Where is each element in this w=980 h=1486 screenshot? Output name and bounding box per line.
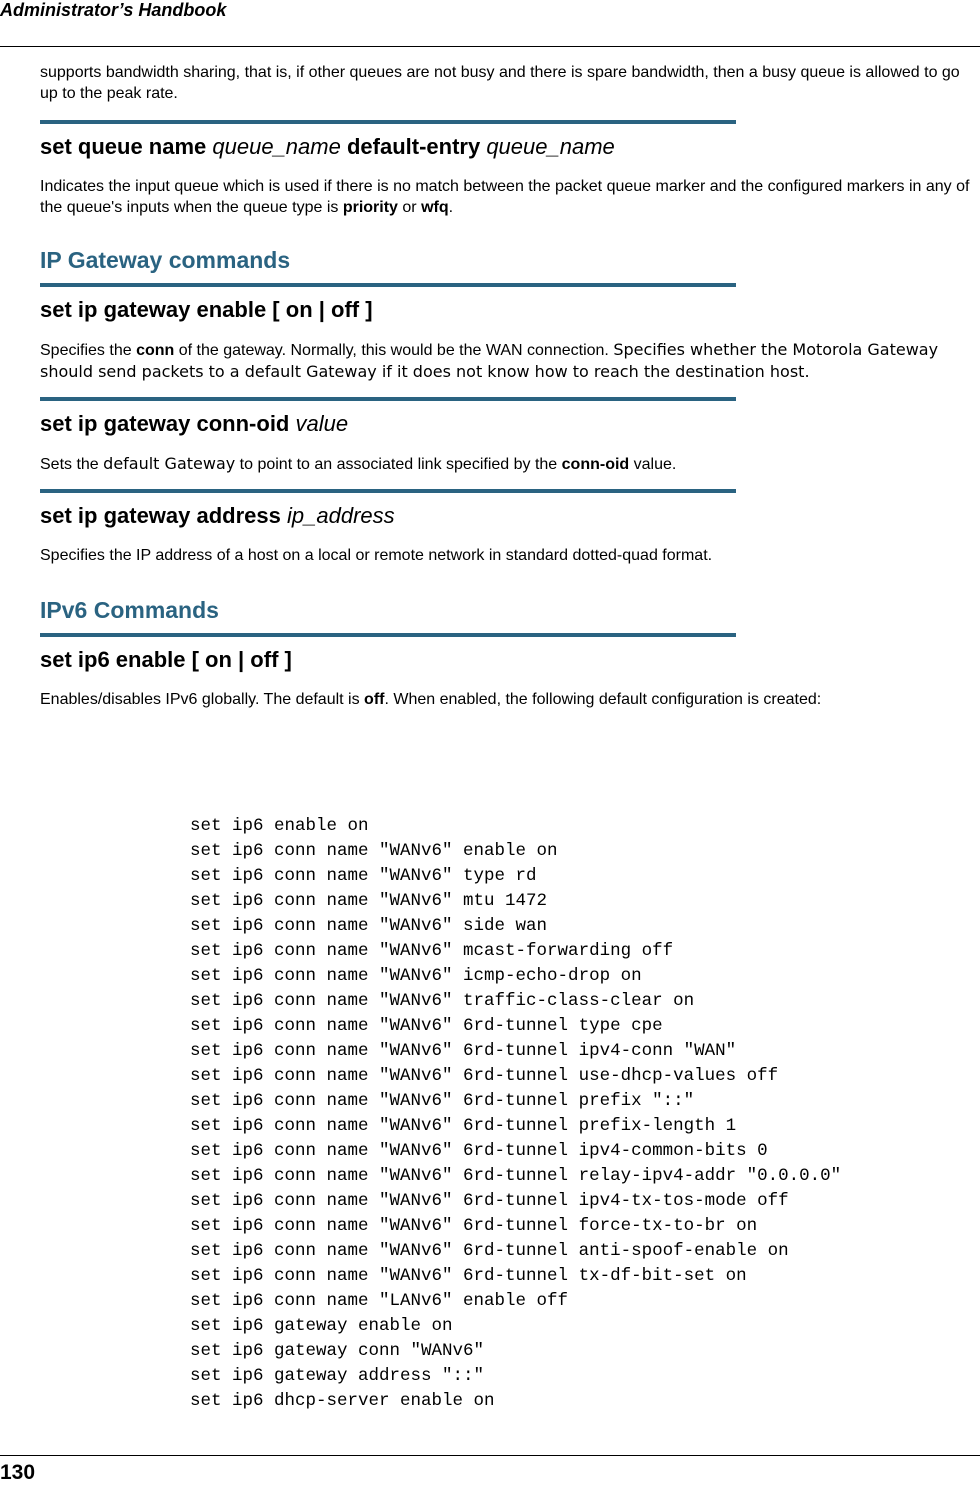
command-heading-gateway-address: set ip gateway address ip_address [40, 503, 395, 528]
code-line: set ip6 conn name "WANv6" 6rd-tunnel use-dhcp-values off [190, 1066, 779, 1086]
section-heading-ipv6: IPv6 Commands [40, 597, 219, 623]
code-line: set ip6 conn name "WANv6" mcast-forwarding off [190, 941, 674, 961]
command-heading-gateway-conn-oid: set ip gateway conn-oid value [40, 411, 349, 436]
code-line: set ip6 conn name "WANv6" 6rd-tunnel ipv4-conn "WAN" [190, 1041, 737, 1061]
queue-default-entry-description: Indicates the input queue which is used if there is no match between the packet queue marker and the configured markers in any of the queue's inputs when the queue type is priority or wfq. [40, 178, 970, 216]
intro-paragraph: supports bandwidth sharing, that is, if other queues are not busy and there is spare bandwidth, then a busy queue is allowed to go up to the peak rate. [40, 64, 960, 102]
code-line: set ip6 conn name "WANv6" mtu 1472 [190, 891, 548, 911]
code-line: set ip6 conn name "WANv6" 6rd-tunnel force-tx-to-br on [190, 1216, 758, 1236]
gateway-enable-description: Specifies the conn of the gateway. Normally, this would be the WAN connection. Specifies whether the Motorola Gateway should send packets to a default Gateway if it does not know how to reach the destination host. [40, 340, 939, 381]
code-line: set ip6 conn name "WANv6" side wan [190, 916, 548, 936]
code-line: set ip6 conn name "WANv6" type rd [190, 866, 537, 886]
code-line: set ip6 conn name "WANv6" 6rd-tunnel ipv4-common-bits 0 [190, 1141, 768, 1161]
code-line: set ip6 conn name "WANv6" 6rd-tunnel prefix-length 1 [190, 1116, 737, 1136]
command-heading-ip6-enable: set ip6 enable [ on | off ] [40, 647, 292, 672]
code-line: set ip6 conn name "WANv6" 6rd-tunnel prefix "::" [190, 1091, 695, 1111]
gateway-address-description: Specifies the IP address of a host on a local or remote network in standard dotted-quad format. [40, 547, 713, 564]
code-line: set ip6 conn name "WANv6" 6rd-tunnel relay-ipv4-addr "0.0.0.0" [190, 1166, 842, 1186]
code-line: set ip6 conn name "LANv6" enable off [190, 1291, 569, 1311]
page-number: 130 [0, 1461, 36, 1484]
running-header: Administrator’s Handbook [0, 0, 227, 20]
code-line: set ip6 conn name "WANv6" 6rd-tunnel anti-spoof-enable on [190, 1241, 789, 1261]
gateway-conn-oid-description: Sets the default Gateway to point to an associated link specified by the conn-oid value. [40, 454, 677, 473]
code-line: set ip6 conn name "WANv6" 6rd-tunnel ipv4-tx-tos-mode off [190, 1191, 789, 1211]
code-line: set ip6 conn name "WANv6" icmp-echo-drop on [190, 966, 642, 986]
code-line: set ip6 gateway address "::" [190, 1366, 485, 1386]
ip6-enable-description: Enables/disables IPv6 globally. The default is off. When enabled, the following default configuration is created: [40, 691, 822, 708]
code-line: set ip6 conn name "WANv6" 6rd-tunnel tx-df-bit-set on [190, 1266, 747, 1286]
default-config-code-block [190, 814, 950, 1414]
code-line: set ip6 gateway conn "WANv6" [190, 1341, 485, 1361]
command-heading-queue-default-entry: set queue name queue_name default-entry queue_name [40, 134, 615, 159]
code-line: set ip6 dhcp-server enable on [190, 1391, 495, 1411]
code-line: set ip6 enable on [190, 816, 369, 836]
page-content [40, 62, 972, 710]
header-divider [0, 46, 980, 47]
code-line: set ip6 conn name "WANv6" traffic-class-clear on [190, 991, 695, 1011]
section-heading-ip-gateway: IP Gateway commands [40, 247, 291, 273]
code-line: set ip6 conn name "WANv6" enable on [190, 841, 558, 861]
code-line: set ip6 conn name "WANv6" 6rd-tunnel type cpe [190, 1016, 663, 1036]
footer-divider [0, 1455, 980, 1456]
command-heading-gateway-enable: set ip gateway enable [ on | off ] [40, 297, 373, 322]
code-line: set ip6 gateway enable on [190, 1316, 453, 1336]
